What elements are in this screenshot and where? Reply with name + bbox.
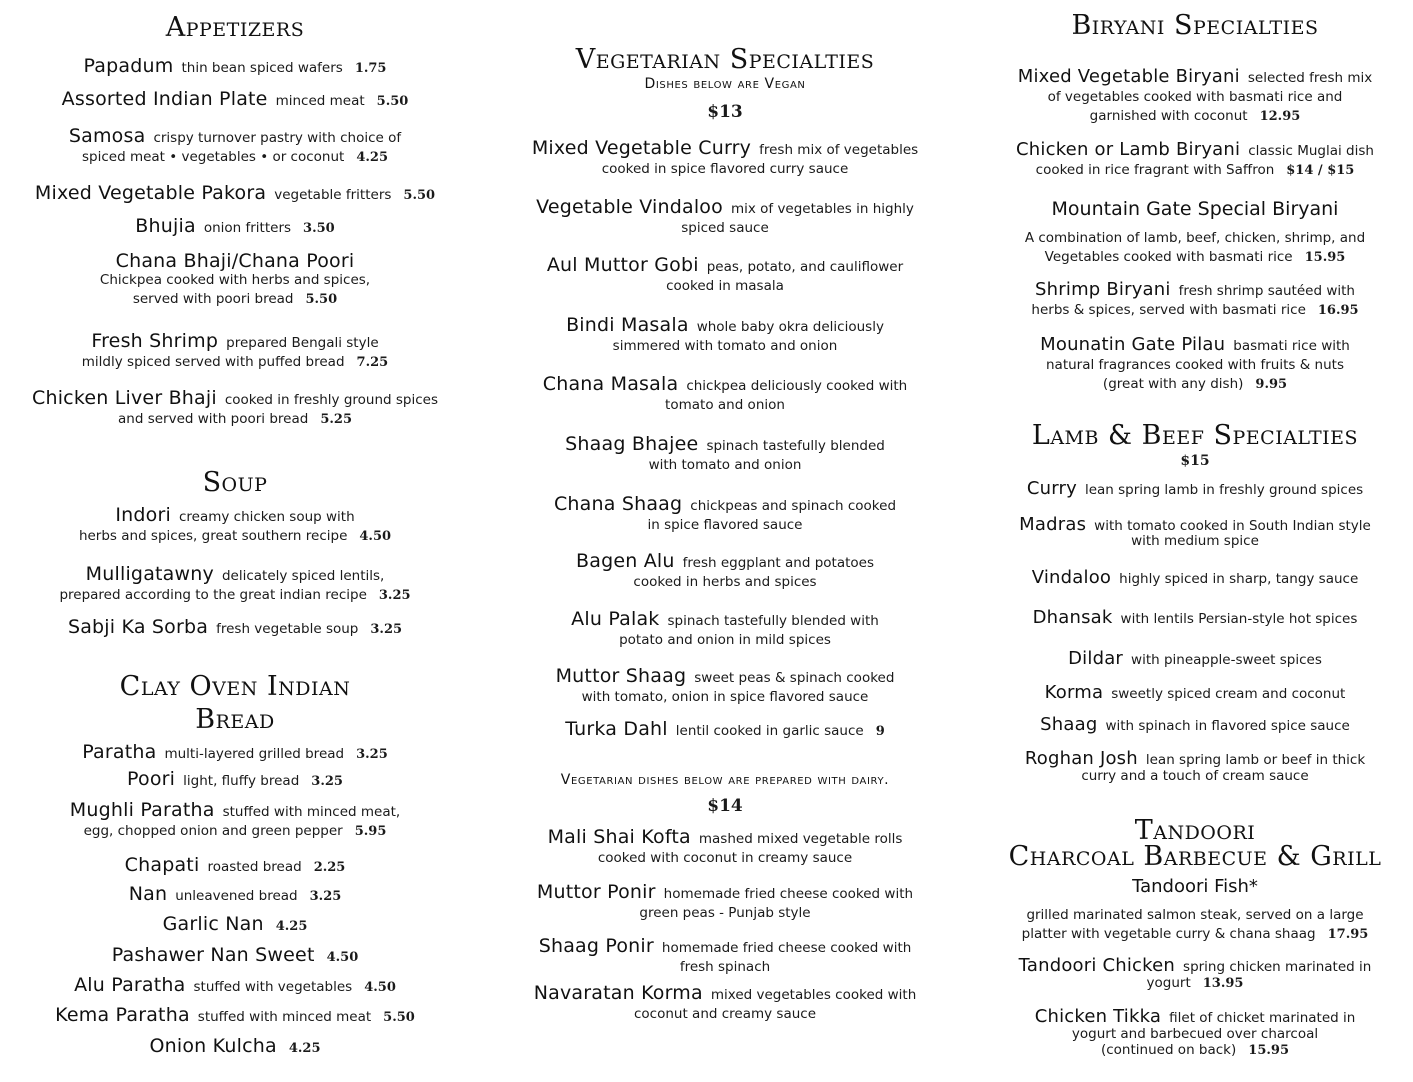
item-desc-line3: (continued on back) xyxy=(1100,1042,1237,1058)
menu-item-shaag xyxy=(985,715,1405,736)
item-name: Turka Dahl xyxy=(565,718,668,740)
item-desc-line2: potato and onion in mild spices xyxy=(619,632,831,648)
menu-item-turka-dahl xyxy=(490,720,960,741)
item-price: 4.50 xyxy=(364,980,396,995)
menu-item-alu-palak xyxy=(490,610,960,650)
item-name: Bhujia xyxy=(135,215,196,237)
menu-item-shaag-bhajee xyxy=(490,435,960,475)
menu-item-aul-muttor-gobi xyxy=(490,256,960,296)
item-name: Tandoori Chicken xyxy=(1018,955,1176,976)
vegan-price: $13 xyxy=(707,102,743,122)
item-desc-line2: spiced meat • vegetables • or coconut xyxy=(82,149,345,165)
item-name: Onion Kulcha xyxy=(149,1035,277,1057)
item-desc: mashed mixed vegetable rolls xyxy=(698,831,903,847)
item-price: 9 xyxy=(875,724,885,739)
menu-item-nan xyxy=(10,885,460,906)
menu-item-bhujia xyxy=(10,217,460,238)
item-name: Dhansak xyxy=(1032,607,1113,628)
item-desc-line2: cooked in rice fragrant with Saffron xyxy=(1035,162,1275,178)
item-price: 12.95 xyxy=(1259,109,1301,124)
lamb-beef-price: $15 xyxy=(1180,453,1210,469)
item-name: Madras xyxy=(1019,514,1087,535)
menu-item-pashawer-nan xyxy=(10,946,460,967)
item-desc: thin bean spiced wafers xyxy=(181,60,343,76)
item-desc: roasted bread xyxy=(207,859,302,875)
item-name: Curry xyxy=(1026,478,1077,499)
menu-item-muttor-ponir xyxy=(490,883,960,923)
item-name: Shrimp Biryani xyxy=(1035,279,1171,300)
item-desc: sweetly spiced cream and coconut xyxy=(1111,686,1346,702)
item-name: Aul Muttor Gobi xyxy=(546,254,699,276)
item-desc: fresh eggplant and potatoes xyxy=(682,555,874,571)
item-name: Mulligatawny xyxy=(85,563,214,585)
item-name: Mixed Vegetable Curry xyxy=(531,137,752,159)
menu-item-mali-shai-kofta xyxy=(490,828,960,868)
item-desc: fresh shrimp sautéed with xyxy=(1178,283,1355,299)
item-price: 3.25 xyxy=(309,889,342,904)
item-desc-line2: cooked in spice flavored curry sauce xyxy=(601,161,849,177)
menu-item-papadum xyxy=(10,57,460,78)
item-desc: spinach tastefully blended with xyxy=(667,613,879,629)
item-desc: selected fresh mix xyxy=(1247,70,1373,86)
item-desc: spring chicken marinated in xyxy=(1183,959,1372,975)
item-desc-line2: yogurt and barbecued over charcoal xyxy=(1071,1026,1319,1042)
menu-item-dhansak xyxy=(985,608,1405,629)
vegan-subheading: Dishes below are Vegan xyxy=(644,76,806,92)
item-desc: highly spiced in sharp, tangy sauce xyxy=(1119,571,1359,587)
item-desc: homemade fried cheese cooked with xyxy=(661,940,912,956)
item-desc: prepared Bengali style xyxy=(226,335,379,351)
menu-item-chicken-tikka xyxy=(985,1006,1405,1059)
item-price: 15.95 xyxy=(1304,250,1346,265)
menu-item-indori xyxy=(10,506,460,546)
menu-item-kema-paratha xyxy=(10,1006,460,1027)
item-desc: peas, potato, and cauliflower xyxy=(706,259,904,275)
item-price: 7.25 xyxy=(356,355,389,370)
item-name: Chicken Tikka xyxy=(1034,1006,1162,1027)
item-desc: spinach tastefully blended xyxy=(706,438,885,454)
item-desc: chickpea deliciously cooked with xyxy=(686,378,908,394)
item-desc: lean spring lamb in freshly ground spices xyxy=(1084,482,1364,498)
item-name: Vindaloo xyxy=(1031,567,1112,588)
menu-item-chana-shaag xyxy=(490,495,960,535)
item-desc: delicately spiced lentils, xyxy=(221,568,385,584)
item-price: 4.25 xyxy=(288,1041,321,1056)
item-desc: chickpeas and spinach cooked xyxy=(690,498,897,514)
item-name: Nan xyxy=(128,883,168,905)
item-name: Chana Shaag xyxy=(553,493,683,515)
item-name: Pashawer Nan Sweet xyxy=(111,944,315,966)
item-name: Muttor Shaag xyxy=(555,665,687,687)
item-desc: with spinach in flavored spice sauce xyxy=(1105,718,1350,734)
menu-item-muttor-shaag xyxy=(490,667,960,707)
item-desc-line2: curry and a touch of cream sauce xyxy=(1081,768,1309,784)
item-desc-line2: fresh spinach xyxy=(679,959,771,975)
item-desc-line2: spiced sauce xyxy=(681,220,769,236)
item-desc-line2: coconut and creamy sauce xyxy=(633,1006,817,1022)
item-desc-line2: with medium spice xyxy=(1131,533,1259,549)
item-price: 5.50 xyxy=(305,292,338,307)
item-desc: cooked in freshly ground spices xyxy=(224,392,438,408)
item-name: Vegetable Vindaloo xyxy=(536,196,723,218)
item-desc-line2: Vegetables cooked with basmati rice xyxy=(1044,249,1293,265)
item-desc-line2: herbs & spices, served with basmati rice xyxy=(1031,302,1306,318)
menu-item-dildar xyxy=(985,649,1405,670)
menu-item-roghan-josh xyxy=(985,748,1405,784)
tandoori-heading-line2: Charcoal Barbecue & Grill xyxy=(1008,841,1382,872)
item-desc-line2: with tomato and onion xyxy=(648,457,802,473)
menu-item-navaratan-korma xyxy=(490,984,960,1024)
item-desc-line2: with tomato, onion in spice flavored sauce xyxy=(581,689,869,705)
item-desc-line2: yogurt xyxy=(1146,975,1191,991)
menu-item-fresh-shrimp xyxy=(10,332,460,372)
item-desc: crispy turnover pastry with choice of xyxy=(153,130,402,146)
dairy-price: $14 xyxy=(707,796,743,816)
item-desc-line2: mildly spiced served with puffed bread xyxy=(81,354,345,370)
biryani-heading: Biryani Specialties xyxy=(1071,10,1319,41)
tandoori-heading-line1: Tandoori xyxy=(1134,815,1256,846)
item-price: 3.25 xyxy=(356,747,388,762)
item-name: Kema Paratha xyxy=(55,1004,190,1026)
item-desc-line2: prepared according to the great indian recipe xyxy=(59,587,367,603)
item-name: Navaratan Korma xyxy=(533,982,703,1004)
menu-item-garlic-nan xyxy=(10,915,460,936)
item-name: Bagen Alu xyxy=(576,550,675,572)
item-desc: basmati rice with xyxy=(1233,338,1350,354)
menu-item-shrimp-biryani xyxy=(985,280,1405,320)
item-price: 13.95 xyxy=(1202,976,1244,991)
item-price: 4.25 xyxy=(356,150,388,165)
item-price: 9.95 xyxy=(1255,377,1288,392)
item-price: 15.95 xyxy=(1248,1043,1289,1058)
item-desc: A combination of lamb, beef, chicken, shrimp, and xyxy=(1024,230,1366,246)
menu-item-mixed-vegetable-biryani xyxy=(985,67,1405,126)
dairy-subheading: Vegetarian dishes below are prepared with dairy. xyxy=(560,772,890,788)
item-desc: with tomato cooked in South Indian style xyxy=(1094,518,1371,534)
item-desc-line2: in spice flavored sauce xyxy=(647,517,803,533)
menu-item-chana-masala xyxy=(490,375,960,415)
menu-item-tandoori-fish xyxy=(985,906,1405,944)
item-desc-line2: cooked in masala xyxy=(666,278,784,294)
menu-item-chicken-lamb-biryani xyxy=(985,140,1405,180)
item-desc-line3: garnished with coconut xyxy=(1089,108,1248,124)
bread-heading-line2: Bread xyxy=(195,704,275,735)
menu-item-chana-bhaji xyxy=(10,252,460,309)
item-price: 4.50 xyxy=(326,950,359,965)
item-desc: grilled marinated salmon steak, served on a large xyxy=(1026,907,1364,923)
item-price: 3.25 xyxy=(370,622,403,637)
item-price: 4.25 xyxy=(275,919,308,934)
item-desc: Chickpea cooked with herbs and spices, xyxy=(99,272,371,288)
item-name: Alu Paratha xyxy=(74,974,186,996)
item-price: 3.50 xyxy=(303,221,335,236)
item-price: 5.50 xyxy=(383,1010,415,1025)
item-price: 5.95 xyxy=(354,824,387,839)
item-name: Dildar xyxy=(1068,648,1124,669)
item-name: Sabji Ka Sorba xyxy=(67,616,209,638)
item-name: Chicken Liver Bhaji xyxy=(31,387,217,409)
item-desc: onion fritters xyxy=(203,220,292,236)
menu-item-mountain-gate-special-biryani xyxy=(985,229,1405,267)
item-name: Chicken or Lamb Biryani xyxy=(1016,139,1241,160)
menu-item-curry xyxy=(985,479,1405,500)
item-desc-line2: and served with poori bread xyxy=(118,411,309,427)
item-desc: lentil cooked in garlic sauce xyxy=(675,723,864,739)
item-name-mountain-gate-special-biryani: Mountain Gate Special Biryani xyxy=(1051,198,1339,220)
item-desc-line2: cooked in herbs and spices xyxy=(633,574,817,590)
menu-item-shaag-ponir xyxy=(490,937,960,977)
item-desc: filet of chicket marinated in xyxy=(1169,1010,1356,1026)
menu-item-bindi-masala xyxy=(490,316,960,356)
menu-item-samosa xyxy=(10,127,460,167)
menu-item-vindaloo xyxy=(985,568,1405,589)
item-name: Poori xyxy=(127,768,176,790)
menu-item-mixed-vegetable-curry xyxy=(490,139,960,179)
item-name: Bindi Masala xyxy=(566,314,689,336)
menu-item-bagen-alu xyxy=(490,552,960,592)
menu-item-mughli-paratha xyxy=(10,801,460,841)
item-name: Papadum xyxy=(83,55,174,77)
item-name-tandoori-fish: Tandoori Fish* xyxy=(1132,876,1258,897)
item-desc-line2: herbs and spices, great southern recipe xyxy=(78,528,348,544)
menu-item-chapati xyxy=(10,856,460,877)
column-right xyxy=(985,0,1405,1082)
item-name: Chapati xyxy=(124,854,200,876)
menu-item-sabji-ka-sorba xyxy=(10,618,460,639)
item-desc: classic Muglai dish xyxy=(1248,143,1374,159)
item-name: Shaag xyxy=(1040,714,1098,735)
item-desc: minced meat xyxy=(275,93,365,109)
item-name: Roghan Josh xyxy=(1024,748,1138,769)
item-name: Indori xyxy=(115,504,171,526)
item-desc: creamy chicken soup with xyxy=(178,509,355,525)
item-price: 2.25 xyxy=(313,860,346,875)
item-desc-line2: natural fragrances cooked with fruits & nuts xyxy=(1046,357,1344,373)
menu-item-mounatin-gate-pilau xyxy=(985,335,1405,394)
item-desc-line2: simmered with tomato and onion xyxy=(612,338,838,354)
item-desc: with lentils Persian-style hot spices xyxy=(1120,611,1358,627)
item-desc: stuffed with vegetables xyxy=(193,979,353,995)
item-name: Mixed Vegetable Biryani xyxy=(1017,66,1240,87)
item-desc-line2: green peas - Punjab style xyxy=(639,905,811,921)
item-desc: lean spring lamb or beef in thick xyxy=(1145,752,1366,768)
item-name: Chana Masala xyxy=(542,373,679,395)
item-desc: stuffed with minced meat xyxy=(197,1009,372,1025)
item-name: Alu Palak xyxy=(571,608,660,630)
item-desc: fresh vegetable soup xyxy=(216,621,359,637)
menu-item-mulligatawny xyxy=(10,565,460,605)
item-price: 5.25 xyxy=(320,412,352,427)
item-desc: light, fluffy bread xyxy=(183,773,300,789)
item-desc: stuffed with minced meat, xyxy=(222,804,401,820)
vegetarian-heading: Vegetarian Specialties xyxy=(575,44,875,75)
item-name: Korma xyxy=(1044,682,1104,703)
item-name: Mali Shai Kofta xyxy=(547,826,691,848)
appetizers-heading: Appetizers xyxy=(165,12,305,43)
item-name: Paratha xyxy=(82,741,157,763)
item-name: Fresh Shrimp xyxy=(91,330,219,352)
item-price: 5.50 xyxy=(403,188,436,203)
menu-item-poori xyxy=(10,770,460,791)
item-desc: mixed vegetables cooked with xyxy=(710,987,917,1003)
menu-item-assorted-indian-plate xyxy=(10,90,460,111)
item-name: Muttor Ponir xyxy=(536,881,656,903)
item-desc-line3: (great with any dish) xyxy=(1102,376,1244,392)
menu-item-alu-paratha xyxy=(10,976,460,997)
column-left xyxy=(10,0,460,1082)
item-desc: multi-layered grilled bread xyxy=(164,746,345,762)
item-desc: homemade fried cheese cooked with xyxy=(663,886,914,902)
menu-item-paratha xyxy=(10,743,460,764)
menu-item-tandoori-chicken xyxy=(985,955,1405,992)
item-price: 17.95 xyxy=(1327,927,1369,942)
item-price: 16.95 xyxy=(1317,303,1359,318)
item-name: Mounatin Gate Pilau xyxy=(1040,334,1226,355)
item-desc-line2: tomato and onion xyxy=(665,397,785,413)
lamb-beef-heading: Lamb & Beef Specialties xyxy=(1031,420,1359,451)
item-name: Garlic Nan xyxy=(162,913,264,935)
item-name: Chana Bhaji/Chana Poori xyxy=(115,250,355,272)
item-desc: fresh mix of vegetables xyxy=(759,142,919,158)
item-price: 3.25 xyxy=(378,588,411,603)
menu-item-mixed-vegetable-pakora xyxy=(10,184,460,205)
bread-heading-line1: Clay Oven Indian xyxy=(119,671,351,702)
item-name: Samosa xyxy=(68,125,146,147)
menu-item-chicken-liver-bhaji xyxy=(10,389,460,429)
menu-item-onion-kulcha xyxy=(10,1037,460,1058)
menu-item-vegetable-vindaloo xyxy=(490,198,960,238)
item-desc-line2: platter with vegetable curry & chana shaag xyxy=(1021,926,1316,942)
soup-heading: Soup xyxy=(202,467,268,498)
item-name: Shaag Bhajee xyxy=(565,433,699,455)
item-name: Assorted Indian Plate xyxy=(61,88,268,110)
menu-item-korma xyxy=(985,683,1405,704)
item-price: 5.50 xyxy=(376,94,409,109)
column-middle xyxy=(490,0,960,1082)
item-desc-line2: of vegetables cooked with basmati rice and xyxy=(1047,89,1343,105)
item-desc-line2: cooked with coconut in creamy sauce xyxy=(597,850,853,866)
item-desc: sweet peas & spinach cooked xyxy=(694,670,895,686)
item-desc: vegetable fritters xyxy=(274,187,392,203)
item-desc-line2: egg, chopped onion and green pepper xyxy=(83,823,343,839)
item-price: 1.75 xyxy=(354,61,387,76)
item-name: Mughli Paratha xyxy=(69,799,215,821)
item-price: 4.50 xyxy=(359,529,392,544)
item-price: 3.25 xyxy=(311,774,343,789)
item-desc: with pineapple-sweet spices xyxy=(1131,652,1322,668)
item-name: Shaag Ponir xyxy=(538,935,654,957)
item-price: $14 / $15 xyxy=(1286,163,1355,178)
item-desc: whole baby okra deliciously xyxy=(696,319,884,335)
item-desc: unleavened bread xyxy=(175,888,298,904)
item-name: Mixed Vegetable Pakora xyxy=(34,182,267,204)
item-desc-line2: served with poori bread xyxy=(132,291,294,307)
item-desc: mix of vegetables in highly xyxy=(730,201,914,217)
menu-item-madras xyxy=(985,514,1405,549)
